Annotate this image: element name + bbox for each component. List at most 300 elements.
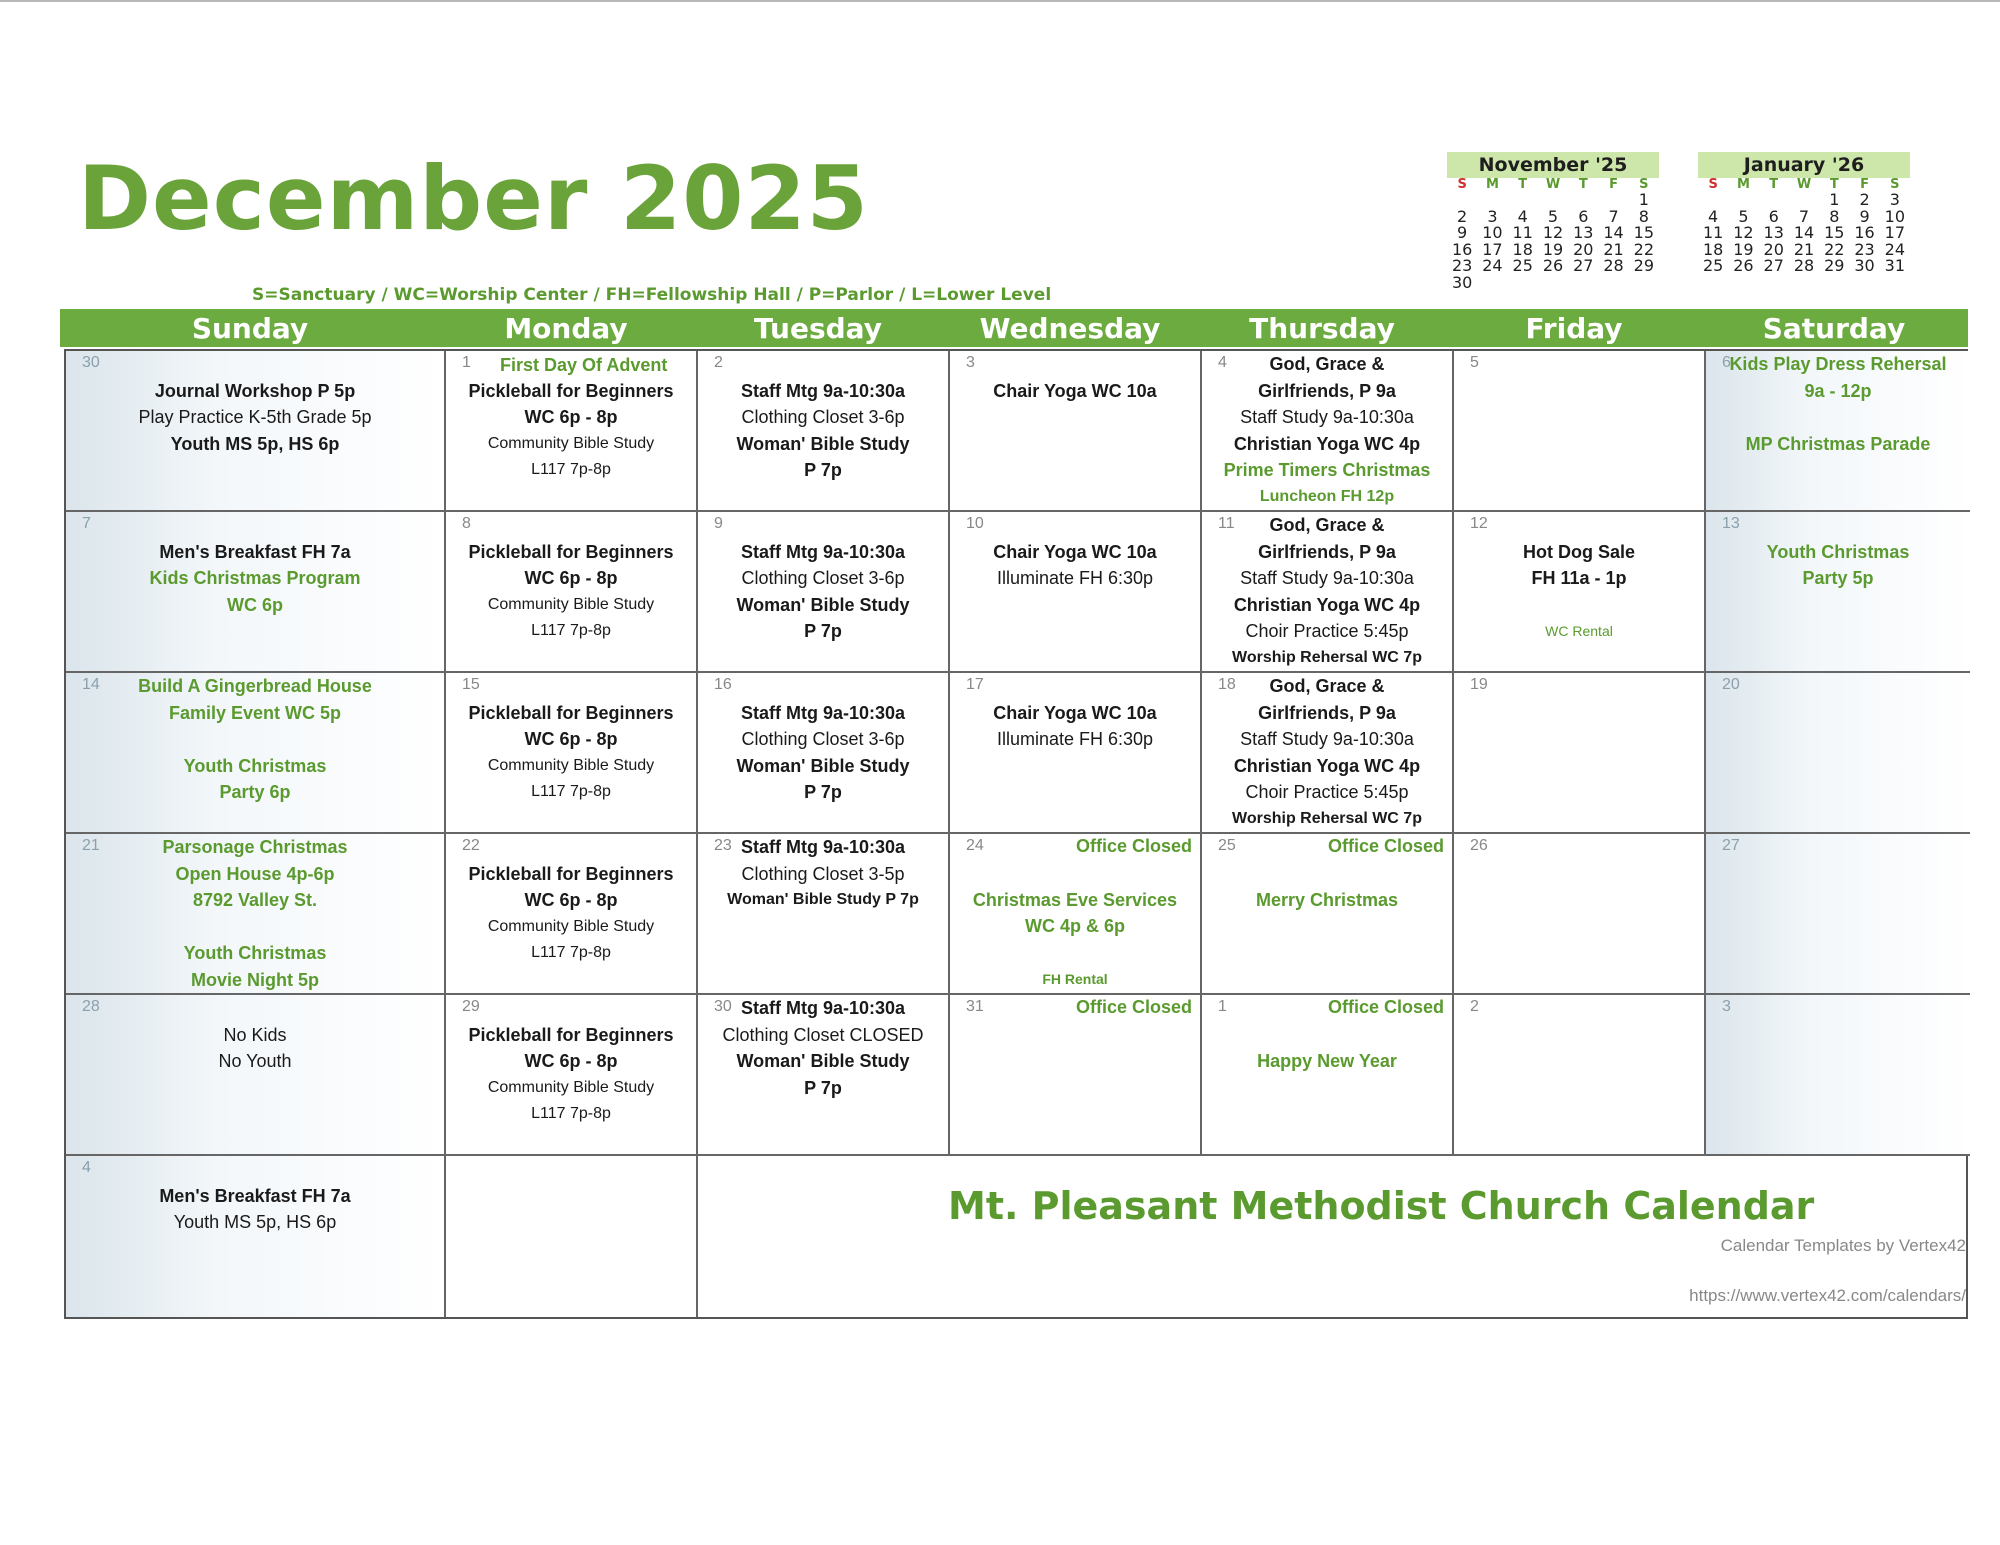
event-line: Open House 4p-6p [175,863,335,884]
event-line: Community Bible Study [487,756,655,774]
event-line: Community Bible Study [487,917,655,935]
event-list [702,995,944,1101]
event-list [954,673,1196,753]
blank-line [450,995,692,1022]
blank-line [450,673,692,700]
mini-day: 13 [1573,223,1594,242]
mini-weekday-letter: S [1890,177,1900,192]
blank-line [702,351,944,378]
mini-day: 21 [1603,239,1624,259]
event-line: Play Practice K-5th Grade 5p [138,407,372,428]
blank-line [70,995,440,1022]
day-number: 6 [1722,354,1731,371]
event-line: Clothing Closet 3-5p [741,863,905,884]
day-number: 10 [966,515,984,532]
event-line: P 7p [804,460,842,481]
mini-day: 3 [1487,206,1498,226]
event-line: Happy New Year [1257,1050,1397,1071]
weekday-thursday: Thursday [1249,312,1395,345]
mini-day: 10 [1482,223,1503,242]
mini-day: 10 [1884,206,1906,226]
day-cell [950,351,1202,512]
event-line: Youth Christmas [183,943,327,964]
day-number: 21 [82,837,100,854]
event-list [450,351,692,484]
mini-day: 9 [1859,206,1870,226]
event-line: Men's Breakfast FH 7a [159,1185,351,1206]
mini-day [1477,275,1507,292]
blank-line [702,673,944,700]
event-line: Staff Mtg 9a-10:30a [740,541,906,562]
day-cell [1202,673,1454,834]
day-cell [698,834,950,995]
event-line: Community Bible Study [487,434,655,452]
event-line: Choir Practice 5:45p [1245,621,1409,642]
event-list [450,834,692,967]
mini-day: 20 [1763,239,1784,259]
event-line: Youth MS 5p, HS 6p [170,433,340,454]
event-line: Chair Yoga WC 10a [993,380,1157,401]
event-line: P 7p [804,621,842,642]
mini-day: 4 [1708,206,1719,226]
day-cell [1202,834,1454,995]
mini-day: 24 [1482,256,1503,275]
mini-day: 14 [1793,223,1815,242]
day-number: 18 [1218,676,1236,693]
weekday-friday: Friday [1525,312,1623,345]
day-number: 14 [82,676,100,693]
event-line: WC 6p - 8p [524,407,618,428]
day-number: 25 [1218,837,1236,854]
mini-day: 8 [1638,206,1649,226]
event-line: No Kids [223,1024,287,1045]
mini-day: 2 [1457,206,1468,226]
event-list [70,995,440,1075]
office-closed-label: Office Closed [1327,997,1444,1017]
blank-line [1458,592,1700,619]
day-number: 1 [1218,998,1227,1015]
mini-day: 2 [1859,190,1870,209]
mini-weekday-letter: T [1829,177,1839,192]
day-number: 2 [714,354,723,371]
day-number: 3 [1722,998,1731,1015]
day-cell [446,995,698,1156]
event-line: Christian Yoga WC 4p [1233,433,1421,454]
event-line: L117 7p-8p [531,1105,611,1123]
mini-calendar-january [1698,152,1910,275]
mini-weekday-letter: S [1639,177,1649,192]
day-cell [66,834,446,995]
event-line: FH Rental [1042,971,1108,988]
mini-calendar-november [1447,152,1659,291]
day-number: 17 [966,676,984,693]
event-list [1710,351,1966,457]
mini-day: 27 [1573,256,1594,275]
event-line: Staff Mtg 9a-10:30a [740,837,906,857]
mini-day: 16 [1854,223,1875,242]
blank-line [954,673,1196,700]
day-cell [446,351,698,512]
event-line: Woman' Bible Study [736,1051,910,1072]
mini-day: 9 [1457,223,1468,242]
event-line: Movie Night 5p [190,969,319,990]
day-number: 20 [1722,676,1740,693]
day-cell [1706,351,1970,512]
event-line: L117 7p-8p [531,783,611,801]
mini-day: 31 [1884,256,1906,275]
blank-line [70,1156,440,1183]
mini-day: 29 [1824,256,1845,275]
mini-weekday-letter: W [1545,177,1561,192]
event-list [954,351,1196,404]
event-line: Staff Mtg 9a-10:30a [740,702,906,723]
weekday-header-bar [60,309,1968,347]
mini-day: 5 [1547,206,1559,226]
mini-day: 26 [1733,256,1754,275]
template-credit: Calendar Templates by Vertex42 [1720,1236,1966,1255]
empty-cell [446,1156,698,1317]
mini-day: 12 [1733,223,1754,242]
mini-weekday-letter: M [1485,177,1499,192]
event-line: 8792 Valley St. [192,890,318,911]
mini-day: 1 [1829,190,1840,209]
event-line: Youth MS 5p, HS 6p [173,1212,337,1233]
event-line: Build A Gingerbread House [138,676,372,696]
day-cell [1202,995,1454,1156]
event-list [70,351,440,457]
scan-edge-line [0,0,2000,2]
mini-calendar-grid [1447,178,1659,291]
day-cell [446,834,698,995]
day-cell [1454,995,1706,1156]
event-list [450,995,692,1128]
event-line: Youth Christmas [183,755,327,776]
event-line: Parsonage Christmas [162,837,348,857]
event-line: Men's Breakfast FH 7a [159,541,351,562]
mini-day [1568,275,1598,292]
mini-day: 17 [1482,239,1503,259]
event-line: WC 6p - 8p [524,890,618,911]
blank-line [450,512,692,539]
day-number: 26 [1470,837,1488,854]
mini-day: 5 [1738,206,1749,226]
day-number: 8 [462,515,471,532]
mini-day: 19 [1542,239,1564,259]
day-cell [698,995,950,1156]
day-cell [66,995,446,1156]
event-line: Woman' Bible Study [736,594,910,615]
blank-line [1710,404,1966,431]
mini-weekday-letter: T [1769,177,1779,192]
event-line: Woman' Bible Study [736,433,910,454]
event-line: FH 11a - 1p [1531,568,1627,589]
event-line: Worship Rehersal WC 7p [1232,648,1422,666]
day-cell [446,673,698,834]
blank-line [1206,1021,1448,1048]
mini-calendar-grid [1698,178,1910,275]
event-list [1458,512,1700,645]
blank-line [70,726,440,753]
mini-day: 13 [1763,223,1784,242]
day-number: 7 [82,515,91,532]
event-line: Chair Yoga WC 10a [993,541,1157,562]
blank-line [954,351,1196,378]
day-number: 11 [1218,515,1235,532]
event-line: Staff Mtg 9a-10:30a [740,380,906,401]
day-cell [1454,673,1706,834]
event-line: Youth Christmas [1766,541,1910,562]
event-line: WC 4p & 6p [1024,916,1125,937]
event-line: L117 7p-8p [531,622,611,640]
event-line: Woman' Bible Study [736,755,910,776]
event-line: 9a - 12p [1804,380,1872,401]
day-number: 28 [82,998,100,1015]
mini-day: 19 [1733,239,1754,259]
mini-day: 18 [1702,239,1724,259]
day-cell [1202,351,1454,512]
day-cell [1706,834,1970,995]
mini-day: 11 [1512,223,1533,242]
mini-day: 3 [1889,190,1900,209]
blank-line [450,351,692,378]
day-cell [950,995,1202,1156]
weekday-sunday: Sunday [191,312,309,345]
mini-calendar-title: November '25 [1447,152,1659,178]
event-line: WC 6p - 8p [524,568,618,589]
footer-area [698,1156,1970,1317]
event-line: Journal Workshop P 5p [154,380,356,401]
event-line: P 7p [804,1077,842,1098]
blank-line [1206,860,1448,887]
event-line: Illuminate FH 6:30p [996,729,1154,750]
event-list [954,860,1196,993]
day-number: 23 [714,837,732,854]
mini-day: 25 [1702,256,1724,275]
day-cell [1454,512,1706,673]
mini-calendar-title: January '26 [1698,152,1910,178]
event-line: Prime Timers Christmas [1223,460,1431,481]
mini-day: 28 [1793,256,1815,275]
event-line: Clothing Closet CLOSED [722,1024,924,1045]
day-number: 9 [714,515,723,532]
event-line: Pickleball for Beginners [468,380,674,401]
event-line: Party 6p [219,782,291,803]
office-closed-label: Office Closed [1327,836,1444,856]
event-list [70,512,440,618]
mini-day: 7 [1608,206,1619,226]
event-line: Luncheon FH 12p [1259,487,1395,505]
event-list [450,512,692,645]
event-list [1206,1021,1448,1074]
day-number: 30 [714,998,732,1015]
mini-day: 4 [1517,206,1528,226]
month-grid [64,349,1968,1319]
mini-weekday-letter: S [1457,177,1467,192]
day-cell [698,351,950,512]
mini-weekday-letter: W [1796,177,1812,192]
mini-day: 24 [1884,239,1906,259]
event-line: Girlfriends, P 9a [1258,380,1396,401]
day-number: 15 [462,676,480,693]
blank-line [702,512,944,539]
page-title: December 2025 [78,147,869,250]
blank-line [1458,512,1700,539]
day-number: 16 [714,676,732,693]
event-line: Christian Yoga WC 4p [1233,755,1421,776]
mini-day: 22 [1633,239,1655,259]
mini-weekday-letter: T [1578,177,1588,192]
mini-day: 14 [1603,223,1624,242]
event-line: Staff Study 9a-10:30a [1240,568,1414,589]
mini-day: 15 [1633,223,1655,242]
blank-line [450,834,692,861]
mini-weekday-letter: S [1708,177,1718,192]
event-list [70,834,440,994]
weekday-tuesday: Tuesday [754,312,882,345]
day-number: 2 [1470,998,1479,1015]
event-line: Merry Christmas [1255,889,1399,910]
blank-line [70,351,440,378]
day-cell [1706,995,1970,1156]
blank-line [954,860,1196,887]
event-list [1206,351,1448,511]
mini-day: 30 [1451,272,1473,292]
day-number: 4 [1218,354,1227,371]
template-url: https://www.vertex42.com/calendars/ [1689,1286,1966,1305]
event-line: Staff Mtg 9a-10:30a [740,998,906,1018]
day-cell [698,512,950,673]
event-line: Kids Christmas Program [149,568,361,589]
mini-day: 7 [1798,206,1810,226]
event-line: Girlfriends, P 9a [1258,702,1396,723]
day-number: 24 [966,837,984,854]
mini-day [1629,275,1659,292]
office-closed-label: Office Closed [1075,997,1192,1017]
event-line: God, Grace & [1269,515,1385,535]
mini-day: 27 [1763,256,1784,275]
day-cell [1706,673,1970,834]
event-line: Hot Dog Sale [1522,541,1635,562]
day-cell [1706,512,1970,673]
day-cell [66,1156,446,1317]
event-list [1206,860,1448,913]
event-list [702,673,944,806]
event-line: Clothing Closet 3-6p [741,568,905,589]
mini-day: 8 [1829,206,1840,226]
event-line: God, Grace & [1269,676,1385,696]
day-cell [1454,351,1706,512]
event-line: Illuminate FH 6:30p [996,568,1154,589]
event-line: Clothing Closet 3-6p [741,407,905,428]
blank-line [954,512,1196,539]
event-line: Pickleball for Beginners [468,541,674,562]
event-line: Choir Practice 5:45p [1245,782,1409,803]
day-cell [1454,834,1706,995]
event-line: Christmas Eve Services [972,889,1178,910]
event-line: Staff Study 9a-10:30a [1240,407,1414,428]
event-list [702,351,944,484]
event-line: WC 6p - 8p [524,1051,618,1072]
event-line: L117 7p-8p [531,944,611,962]
event-line: Community Bible Study [487,595,655,613]
mini-day [1538,275,1568,292]
event-line: Christian Yoga WC 4p [1233,594,1421,615]
mini-day: 18 [1512,239,1533,259]
mini-day: 15 [1824,223,1845,242]
event-list [1206,512,1448,672]
event-list [702,512,944,645]
event-line: Girlfriends, P 9a [1258,541,1396,562]
event-line: Clothing Closet 3-6p [741,729,905,750]
day-number: 13 [1722,515,1740,532]
event-line: Community Bible Study [487,1078,655,1096]
mini-weekday-letter: F [1609,177,1618,192]
event-line: Family Event WC 5p [168,702,342,723]
mini-day: 22 [1824,239,1845,259]
mini-day: 21 [1793,239,1815,259]
event-line: WC 6p - 8p [524,729,618,750]
event-line: Pickleball for Beginners [468,702,674,723]
mini-weekday-letter: T [1518,177,1528,192]
day-number: 3 [966,354,975,371]
event-line: MP Christmas Parade [1745,433,1931,454]
weekday-saturday: Saturday [1762,312,1906,345]
day-number: 12 [1470,515,1488,532]
day-number: 30 [82,354,100,371]
mini-day: 1 [1638,190,1649,209]
event-line: P 7p [804,782,842,803]
event-line: WC Rental [1545,623,1613,640]
blank-line [70,914,440,941]
event-line: Worship Rehersal WC 7p [1232,809,1422,827]
mini-day: 6 [1768,206,1779,226]
event-list [70,673,440,806]
day-cell [446,512,698,673]
mini-day: 20 [1573,239,1594,259]
day-number: 5 [1470,354,1479,371]
blank-line [1710,512,1966,539]
day-cell [950,673,1202,834]
day-cell [698,673,950,834]
mini-day: 25 [1512,256,1533,275]
mini-day: 16 [1451,239,1473,259]
event-list [1710,512,1966,592]
event-line: Party 5p [1802,568,1874,589]
event-line: L117 7p-8p [531,461,611,479]
event-list [1206,673,1448,833]
event-line: God, Grace & [1269,354,1385,374]
blank-line [954,940,1196,967]
event-line: Pickleball for Beginners [468,1024,674,1045]
mini-day: 26 [1542,256,1564,275]
day-cell [66,512,446,673]
mini-weekday-letter: F [1860,177,1869,192]
event-line: WC 6p [227,594,283,615]
day-cell [950,512,1202,673]
mini-day: 17 [1884,223,1906,242]
event-list [450,673,692,806]
mini-day: 23 [1451,256,1473,275]
mini-day: 11 [1702,223,1724,242]
mini-weekday-letter: M [1736,177,1750,192]
mini-day: 23 [1854,239,1875,259]
mini-day [1598,275,1628,292]
day-heading: First Day Of Advent [500,355,668,375]
day-number: 27 [1722,837,1740,854]
event-line: Pickleball for Beginners [468,863,674,884]
day-number: 29 [462,998,480,1015]
office-closed-label: Office Closed [1075,836,1192,856]
